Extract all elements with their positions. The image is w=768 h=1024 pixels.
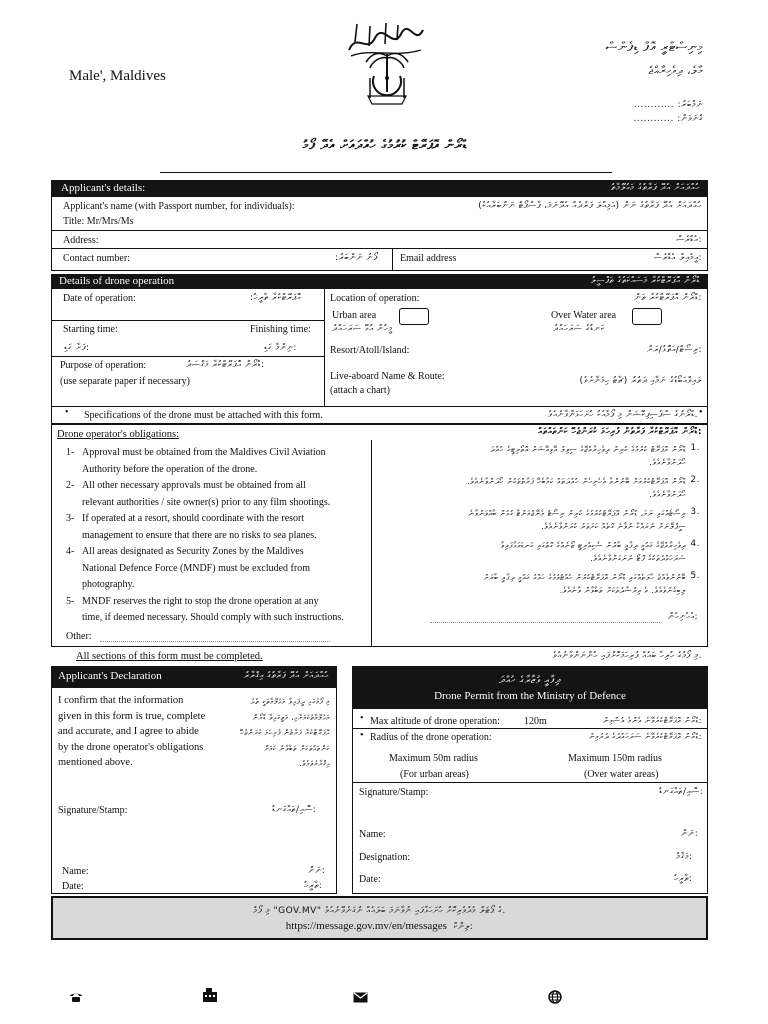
obligation-thaana-number: 5. <box>690 571 700 581</box>
email-icon <box>353 992 368 1003</box>
obligation-text: Approval must be obtained from the Maldives Civil Aviation <box>82 447 326 458</box>
obligation-number: 5- <box>66 595 75 607</box>
declaration-date-label: Date: <box>62 881 84 892</box>
obligation-thaana-line: ބޭނުންވެއްޖެ ހާލަތެއްގައި ޑްރޯން އޮޕަރޭޓްކުރުން ހުއްޓުވުމުގެ ހައްގު ޤައުމީ ދިފާއީ ބާރަށް <box>483 573 686 582</box>
liveaboard-label: Live-aboard Name & Route: <box>330 371 445 382</box>
urban-area-label: Urban area <box>332 310 377 321</box>
obligation-text: photography. <box>82 579 135 590</box>
water-area-thaana: ކަނޑުގެ ސަރަހައްދު <box>553 324 605 334</box>
date-of-operation-field[interactable] <box>60 305 319 321</box>
declaration-thaana-line: ކަންތައްތަކަށް ތަބާވާނެ ކަމަށް <box>264 743 330 753</box>
permit-name-thaana: ނަން: <box>681 829 699 839</box>
obligation-text: If operated at a resort, should coordinate with the resort <box>82 513 305 524</box>
spec-note: Specifications of the drone must be attached with this form. <box>84 410 323 421</box>
obligation-number: 2- <box>66 480 75 491</box>
declaration-line: I confirm that the information <box>58 695 184 706</box>
obligation-thaana-line: ދިވެހިރާއްޖޭގެ ޤައުމީ ދިފާއީ ބާރުން ސެކިއުރިޓީ ޒޯނެއްގެ ގޮތުގައި ކަނޑައަޅާފައިވާ <box>500 541 686 550</box>
obligation-number: 4- <box>66 546 75 557</box>
operation-details-header: Details of drone operation ޑްރޯން އޮޕަރޭޓްކުރާ މަސައްކަތުގެ ތަފްސީލު <box>51 274 708 289</box>
declaration-thaana-line: މި ފޯމުގައި ދީފައިވާ މަޢުލޫމާތަކީ ތެދު <box>250 697 330 706</box>
urban-radius-sub: (For urban areas) <box>400 769 469 780</box>
email-field[interactable] <box>470 251 624 267</box>
obligation-thaana-item <box>378 571 700 597</box>
obligation-thaana-item <box>378 539 700 565</box>
obligation-thaana-line: ރިސޯޓެއްގައި ނަމަ، ޑްރޯން އޮޕަރޭޓްކުރުމުގެ ކުރިން ރިސޯޓު މެނޭޖްމަންޓާ ގުޅުން ބާއްވަންވާނެ <box>468 509 686 518</box>
contact-number-field[interactable] <box>140 251 324 267</box>
resort-thaana: ރިސޯޓް/އަތޮޅު/ރަށް: <box>647 345 702 355</box>
other-label: Other: <box>66 631 92 642</box>
starting-time-thaana: ފަށާ ގަޑި: <box>64 343 90 353</box>
purpose-field[interactable] <box>60 389 319 405</box>
resort-field[interactable] <box>420 343 624 359</box>
permit-signature-thaana: ސޮއި/ތައްގަނޑު: <box>659 787 704 797</box>
max-altitude-value: 120m <box>524 716 547 727</box>
obligation-thaana-line: ސީޕްލޭނަށް ނުރައްކާ ނުވާނެ ގޮތެއް ކަށަވަރު ކުރަންވާނެއެވެ. <box>541 522 686 531</box>
obligation-number: 3- <box>66 513 75 524</box>
declaration-name-label: Name: <box>62 866 89 877</box>
max-altitude-label: Max altitude of drone operation: <box>370 716 500 727</box>
obligation-thaana-item <box>378 507 700 533</box>
state-emblem <box>362 48 412 110</box>
obligation-thaana-item <box>378 475 700 501</box>
obligation-thaana-line: ހޯދަންވާނެއެވެ. <box>649 458 686 467</box>
contact-number-label: Contact number: <box>63 253 130 264</box>
purpose-thaana: ޑްރޯން އޮޕަރޭޓްކުރާ މަޤްޞަދު: <box>186 360 265 370</box>
permit-header: ދިފާއީ ވުޒާރާގެ ހުއްދަ Drone Permit from the Ministry of Defence <box>352 666 708 709</box>
date-of-operation-thaana: އޮޕަރޭޓްކުރާ ތާރީޚު: <box>250 293 302 303</box>
finishing-time-label: Finishing time: <box>250 324 311 335</box>
obligation-thaana-number: 3. <box>690 507 700 517</box>
radius-label: Radius of the drone operation: <box>370 732 492 743</box>
obligation-line <box>66 561 368 578</box>
declaration-name-thaana: ނަން: <box>308 866 326 876</box>
radius-thaana: ޑްރޯން އޮޕަރޭޓްކުރެވޭނެ ސަރަހައްދުގެ ދުރުމިން: <box>588 732 702 741</box>
reference-number: ނަމްބަރު: ............ <box>633 100 703 110</box>
gov-portal-notice: މި ފޯމު "GOV.MV" ގެ ޕޯޓަލް މެދުވެރިކޮށް ހުށަހަޅާފައި ނުވާނަމަ ބަލައެއް ނުގަނެވޭނެއެވެ. https://message.gov.mv/en/messages ލިންކް: <box>51 896 708 940</box>
obligation-thaana-line: ޑްރޯން އޮޕަރޭޓްކުރުމަށް ބޭނުންވާ އެހެނިހެން ހުއްދަތައް ކަމާބެހޭ ފަރާތްތަކުން ހޯދަންވާނެއެވެ. <box>467 477 686 486</box>
obligation-number: 1- <box>66 447 75 458</box>
obligation-thaana-item <box>378 443 700 469</box>
obligations-list-en <box>66 445 368 627</box>
portal-link[interactable]: https://message.gov.mv/en/messages <box>285 920 447 932</box>
obligation-text: All areas designated as Security Zones by the Maldives <box>82 546 304 557</box>
declaration-thaana-line: މަޢުލޫމާތުކަމަށާއި، މަތީގައިވާ ޑްރޯން <box>252 712 330 722</box>
spec-bullet-right: • <box>699 407 703 418</box>
obligation-line <box>66 462 368 479</box>
obligation-text: relevant authorities / site owner(s) prior to any film shootings. <box>82 496 331 508</box>
contact-number-thaana: ފޯނު ނަންބަރު: <box>335 253 378 263</box>
obligation-number <box>66 462 82 479</box>
declaration-line: and accurate, and I agree to abide <box>58 726 199 737</box>
declaration-text-en <box>58 693 218 771</box>
permit-signature-label: Signature/Stamp: <box>359 787 429 798</box>
declaration-line: by the drone operator's obligations <box>58 741 204 753</box>
obligation-thaana-line: ލިބިގެންވެއެވެ. އެ އިރުޝާދުތަކަށް ތަބާވާން ވާނެއެވެ. <box>559 586 686 595</box>
radius-bullet: • <box>360 730 364 741</box>
obligation-thaana-number: 4. <box>690 539 700 549</box>
completion-note: All sections of this form must be completed. <box>76 651 263 662</box>
title-label: Title: Mr/Mrs/Ms <box>63 216 134 227</box>
obligation-thaana-number: 1. <box>690 443 700 453</box>
portal-link-thaana: ލިންކް: <box>453 922 474 932</box>
spec-bullet-left: • <box>65 407 69 418</box>
obligation-number <box>66 528 82 545</box>
obligation-line <box>66 511 368 528</box>
urban-radius: Maximum 50m radius <box>389 753 478 764</box>
permit-designation-thaana: މަޤާމު: <box>676 852 693 862</box>
location-thaana: ޑްރޯން އޮޕަރޭޓްކުރާ ތަން: <box>634 293 702 303</box>
location-label: Location of operation: <box>330 293 420 304</box>
liveaboard-sub-label: (attach a chart) <box>330 385 390 396</box>
resort-label: Resort/Atoll/Island: <box>330 345 410 356</box>
declaration-text-thaana <box>222 694 330 772</box>
declaration-signature-thaana: ސޮއި/ތައްގަނޑު: <box>272 805 317 815</box>
urban-area-thaana: މީހުން އުޅޭ ސަރަހައްދު <box>332 324 393 334</box>
declaration-thaana-line: އިޤްރާރުވަމެވެ. <box>299 759 330 768</box>
obligation-text: National Defence Force (MNDF) must be excluded from <box>82 562 310 574</box>
obligation-line <box>66 445 368 462</box>
finishing-time-thaana: ނިންމާ ގަޑި: <box>264 343 297 353</box>
max-alt-bullet: • <box>360 713 364 724</box>
ministry-location: މާލެ، ދިވެހިރާއްޖެ <box>648 64 703 77</box>
applicant-name-field[interactable] <box>160 214 694 230</box>
declaration-line: given in this form is true, complete <box>58 710 206 722</box>
permit-name-label: Name: <box>359 829 386 840</box>
applicant-name-thaana: ހުއްދައަށް އެދޭ ފަރާތުގެ ނަން (އަމިއްލަ ފަރުދެއް އެދޭނަމަ، ޕާސްޕޯޓް ނަންބަރާއެކު) <box>478 201 702 211</box>
declaration-date-thaana: ތާރީޚު: <box>304 881 323 891</box>
other-thaana: އެހެނިހެން: <box>667 612 698 622</box>
obligation-number <box>66 495 82 512</box>
permit-date-thaana: ތާރީޚު: <box>674 874 693 884</box>
water-radius: Maximum 150m radius <box>568 753 662 764</box>
date-of-operation-label: Date of operation: <box>63 293 136 304</box>
applicant-details-header: Applicant's details: ހުއްދައަށް އެދޭ ފަރާތުގެ މަޢުލޫމާތު <box>51 180 708 197</box>
obligation-line <box>66 495 368 512</box>
obligation-text: time, if deemed necessary. Should comply with such instructions. <box>82 612 344 623</box>
declaration-header: Applicant's Declaration ހުއްދައަށް އެދޭ ފަރާތުގެ އިޤްރާރު <box>51 666 337 688</box>
water-area-label: Over Water area <box>551 310 617 321</box>
starting-time-label: Starting time: <box>63 324 118 335</box>
obligation-text: management to ensure that there are no risks to sea planes. <box>82 529 317 541</box>
obligation-line <box>66 577 368 594</box>
permit-designation-label: Designation: <box>359 852 411 863</box>
purpose-sub-label: (use separate paper if necessary) <box>60 376 190 387</box>
declaration-thaana-line: އޮޕަރޭޓްކުރާ ފަރާތުން ފުރިހަމަ ކުރަންޖެހޭ <box>240 728 330 737</box>
obligation-thaana-number: 2. <box>690 475 700 485</box>
website-icon <box>548 990 562 1004</box>
water-radius-sub: (Over water areas) <box>584 769 659 780</box>
obligation-thaana-line: ސަރަހައްދުތަކުގެ ފޮޓޯ ނުނަގަންވާނެއެވެ. <box>590 554 686 563</box>
finishing-time-field[interactable] <box>190 337 244 353</box>
declaration-line: mentioned above. <box>58 757 133 768</box>
obligations-heading-thaana: ޑްރޯން އޮޕަރޭޓްކުރާ ފަރާތުން ފުރިހަމަ ކުރަންޖެހޭ ކަންތައްތައް: <box>538 427 702 437</box>
address-field[interactable] <box>110 232 614 248</box>
address-label: Address: <box>63 235 99 246</box>
obligation-line <box>66 478 368 495</box>
obligation-number <box>66 561 82 578</box>
liveaboard-thaana: ލައިވްއަބޯޑުގެ ނަމާއި ދަތުރު (ޗާޓު ހިމަނާށެވެ) <box>579 376 702 386</box>
declaration-signature-label: Signature/Stamp: <box>58 805 128 816</box>
address-thaana: އެޑްރެސް: <box>676 235 702 245</box>
applicant-name-label: Applicant's name (with Passport number, for individuals): <box>63 201 295 212</box>
phone-icon <box>69 991 83 1003</box>
obligation-text: All other necessary approvals must be obtained from all <box>82 480 306 491</box>
obligation-thaana-line: ޑްރޯން އޮޕަރޭޓް ކުރުމުގެ ކުރިން ދިވެހިރާއްޖޭގެ ސިވިލް އޭވިއޭޝަން އޮތޯރިޓީގެ ހުއްދަ <box>489 445 686 454</box>
fax-icon <box>202 987 218 1003</box>
water-area-checkbox[interactable] <box>632 308 662 325</box>
form-title: ޑްރޯން އޮޕަރޭޓް ކުރުމުގެ ހުއްދައަށް އެދޭ ފޯމު <box>302 138 468 153</box>
email-label: Email address <box>400 253 457 264</box>
urban-area-checkbox[interactable] <box>399 308 429 325</box>
obligation-number <box>66 577 82 594</box>
ministry-name: މިނިސްޓްރީ އޮފް ޑިފެންސް <box>605 40 703 55</box>
completion-note-thaana: މި ފޯމުގެ ހުރިހާ ބައެއް ފުރިހަމަކޮށްފައި ހުންނަންވާނެއެވެ. <box>552 651 702 661</box>
obligation-text: MNDF reserves the right to stop the drone operation at any <box>82 595 319 607</box>
obligation-text: Authority before the operation of the drone. <box>82 463 258 475</box>
starting-time-field[interactable] <box>130 337 184 353</box>
obligations-list-thaana <box>378 443 700 603</box>
email-thaana: އީމެއިލް އެޑްރެސް: <box>653 253 702 263</box>
obligation-line <box>66 610 368 627</box>
spec-note-thaana: ޑްރޯނުގެ ސްޕެސިފިކޭޝަން މި ފޯމާއެކު ހުށަހަޅަންވާނެއެވެ. <box>548 410 698 420</box>
obligation-thaana-line: ހޯދަންވާނެއެވެ. <box>649 490 686 499</box>
obligation-line <box>66 544 368 561</box>
obligation-line <box>66 594 368 611</box>
obligation-line <box>66 528 368 545</box>
purpose-label: Purpose of operation: <box>60 360 147 371</box>
reference-subject: ގުނަވަން: ............ <box>633 114 703 124</box>
max-altitude-thaana: ޑްރޯން އޮޕަރޭޓްކުރެވޭނެ އެންމެ އުސްމިން: <box>602 716 702 725</box>
city-name: Male', Maldives <box>69 68 166 84</box>
obligation-number <box>66 610 82 627</box>
permit-date-label: Date: <box>359 874 381 885</box>
obligations-heading: Drone operator's obligations: <box>57 429 180 440</box>
